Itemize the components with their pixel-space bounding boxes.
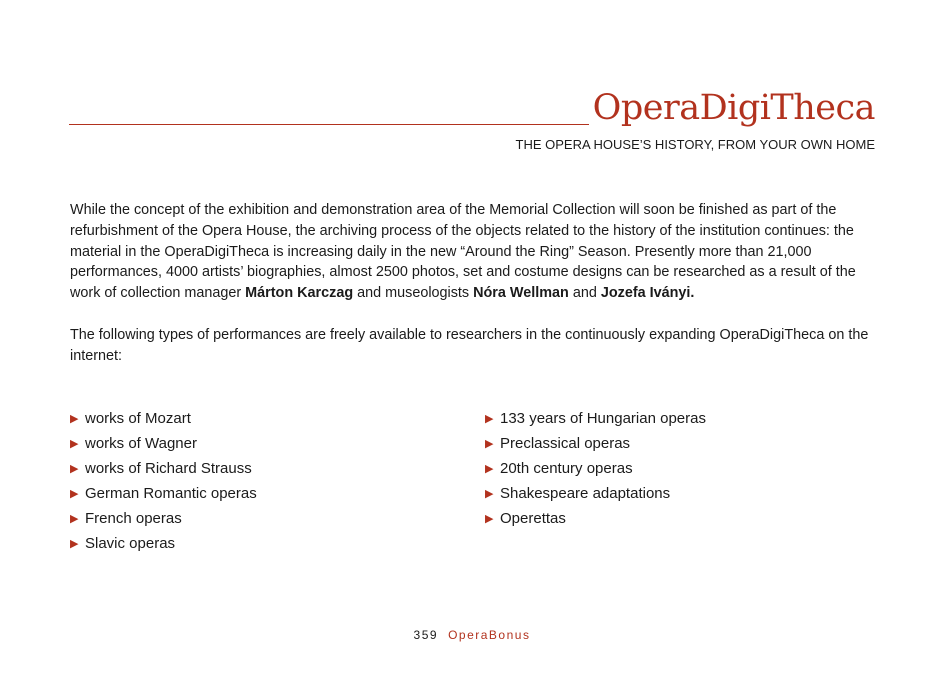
person-name: Jozefa Iványi.: [600, 285, 695, 302]
triangle-bullet-icon: ▶: [70, 538, 79, 550]
list-item: [485, 459, 706, 484]
list-item-label: 20th century operas: [500, 460, 633, 477]
list-item: [485, 484, 706, 509]
list-item-label: 133 years of Hungarian operas: [500, 410, 706, 427]
intro-text: While the concept of the exhibition and demonstration area of the Memorial Collection will soon be finished as part of the refurbishment of the Opera House, the archiving process of the objects related to the history of the institution continues: the material in the OperaDigiTheca is increasing daily in the new “Around the Ring” Season. Presently more than 21,000 performances, 4000 artists’ biographies, almost 2500 photos, set and costume designs can be researched as a result of the work of collection manager: [70, 202, 856, 302]
triangle-bullet-icon: ▶: [485, 463, 494, 475]
lead-paragraph: The following types of performances are freely available to researchers in the continuously expanding OperaDigiTheca on the internet:: [70, 327, 869, 364]
list-item-label: German Romantic operas: [85, 485, 257, 502]
triangle-bullet-icon: ▶: [70, 488, 79, 500]
intro-paragraph: [70, 200, 880, 304]
list-item: [485, 409, 706, 434]
triangle-bullet-icon: ▶: [485, 438, 494, 450]
footer-brand: OperaBonus: [448, 628, 531, 642]
list-item-label: Preclassical operas: [500, 435, 631, 452]
intro-text: and museologists: [353, 285, 474, 302]
page-number: 359: [413, 628, 439, 642]
intro-text: and: [568, 285, 601, 302]
list-item: [70, 459, 257, 484]
list-item: [485, 509, 706, 534]
list-item: [70, 534, 257, 559]
list-item-label: Shakespeare adaptations: [500, 485, 671, 502]
person-name: Márton Karczag: [245, 285, 354, 302]
page-title: OperaDigiTheca: [592, 88, 875, 128]
list-item-label: works of Mozart: [85, 410, 191, 427]
list-item: [70, 409, 257, 434]
triangle-bullet-icon: ▶: [485, 413, 494, 425]
person-name: Nóra Wellman: [473, 285, 569, 302]
triangle-bullet-icon: ▶: [70, 413, 79, 425]
triangle-bullet-icon: ▶: [70, 438, 79, 450]
list-item: [70, 484, 257, 509]
triangle-bullet-icon: ▶: [70, 463, 79, 475]
list-item: [70, 509, 257, 534]
triangle-bullet-icon: ▶: [70, 513, 79, 525]
performance-list-left: [70, 409, 257, 559]
list-item-label: works of Richard Strauss: [85, 460, 252, 477]
list-item-label: French operas: [85, 510, 182, 527]
list-item: [485, 434, 706, 459]
list-item-label: Operettas: [500, 510, 566, 527]
triangle-bullet-icon: ▶: [485, 488, 494, 500]
page-subtitle: THE OPERA HOUSE’S HISTORY, FROM YOUR OWN HOME: [515, 137, 875, 152]
list-item: [70, 434, 257, 459]
list-item-label: works of Wagner: [85, 435, 197, 452]
performance-list-right: [485, 409, 706, 534]
header-rule: [69, 124, 589, 125]
page-footer: [0, 628, 944, 642]
triangle-bullet-icon: ▶: [485, 513, 494, 525]
list-item-label: Slavic operas: [85, 535, 176, 552]
